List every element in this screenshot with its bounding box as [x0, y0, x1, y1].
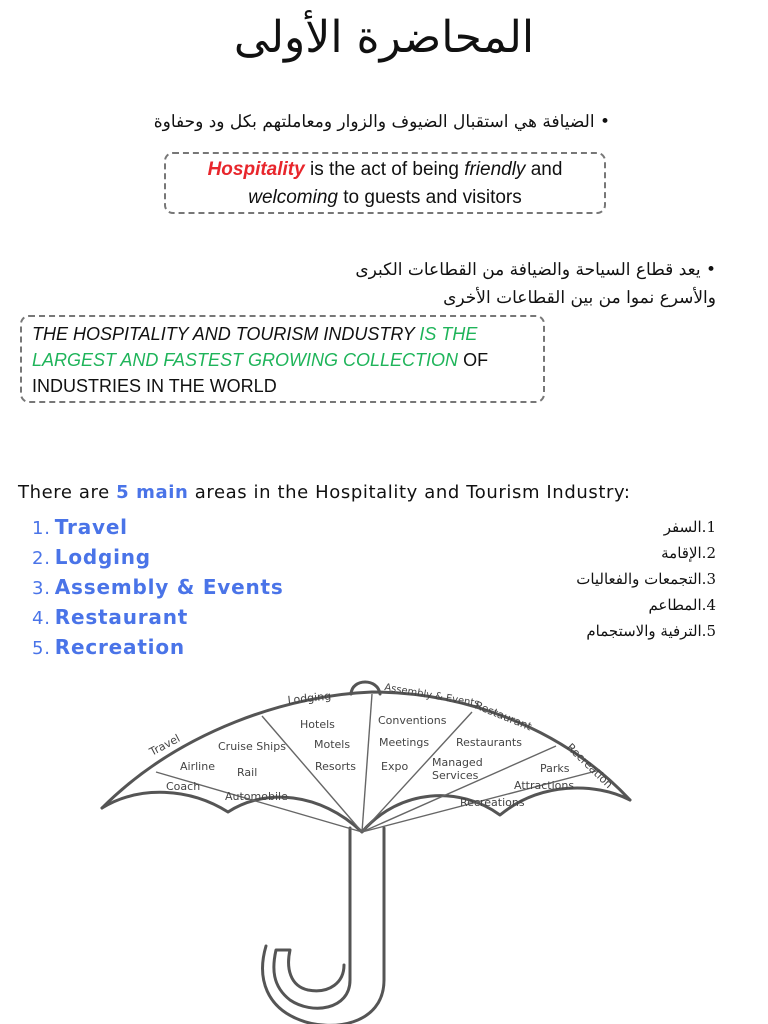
- item-number: 3.: [32, 578, 51, 599]
- hospitality-definition-box: [164, 152, 606, 214]
- list-item: 2.الإقامة: [661, 544, 716, 562]
- item-parks: Parks: [540, 762, 570, 775]
- umbrella-handle-outer: [263, 828, 384, 1024]
- item-motels: Motels: [314, 738, 351, 751]
- bullet-marker: •: [599, 112, 610, 132]
- hospitality-term: Hospitality: [207, 159, 305, 180]
- item-coach: Coach: [166, 780, 201, 793]
- bullet-line2: والأسرع نموا من بين القطاعات الأخرى: [443, 288, 716, 308]
- list-item: 3.التجمعات والفعاليات: [576, 570, 716, 588]
- section-label-restaurant: Restaurant: [472, 698, 534, 734]
- industry-part2: OF INDUSTRIES IN THE WORLD: [32, 350, 489, 396]
- bullet-marker: •: [705, 260, 716, 280]
- item-number: 4.: [32, 608, 51, 629]
- bullet-text: الضيافة هي استقبال الضيوف والزوار ومعاملتهم بكل ود وحفاوة: [153, 112, 595, 132]
- item-label: Restaurant: [54, 605, 189, 629]
- item-number: 5.: [32, 638, 51, 659]
- item-hotels: Hotels: [300, 718, 335, 731]
- list-item: [32, 542, 284, 572]
- areas-list: [32, 512, 284, 662]
- item-airline: Airline: [180, 760, 215, 773]
- item-rail: Rail: [237, 766, 258, 779]
- page-title: المحاضرة الأولى: [233, 12, 535, 63]
- industry-highlight: IS THE LARGEST AND FASTEST GROWING COLLECTION: [32, 324, 478, 370]
- hospitality-umbrella-diagram: [0, 660, 768, 1024]
- list-item: [32, 632, 284, 662]
- item-managed: Managed: [432, 756, 483, 769]
- industry-part1: THE HOSPITALITY AND TOURISM INDUSTRY: [32, 324, 420, 344]
- industry-bullet-arabic: [355, 256, 716, 312]
- definition-part3: to guests and visitors: [338, 187, 522, 208]
- bullet-line1: يعد قطاع السياحة والضيافة من القطاعات الكبرى: [355, 260, 701, 280]
- item-label: Travel: [54, 515, 128, 539]
- industry-statement-box: [20, 315, 545, 403]
- section-label-recreation: Recreation: [563, 740, 616, 792]
- item-services: Services: [432, 769, 479, 782]
- item-number: 1.: [32, 518, 51, 539]
- intro-after: areas in the Hospitality and Tourism Industry:: [188, 482, 631, 503]
- list-item: 4.المطاعم: [648, 596, 716, 614]
- item-meetings: Meetings: [379, 736, 430, 749]
- rib-line: [262, 716, 362, 832]
- item-attractions: Attractions: [514, 779, 575, 792]
- friendly-word: friendly: [464, 159, 526, 180]
- item-number: 2.: [32, 548, 51, 569]
- list-item: [32, 512, 284, 542]
- hospitality-bullet-arabic: [154, 112, 610, 132]
- item-label: Lodging: [54, 545, 151, 569]
- item-recreations: Recreations: [460, 796, 525, 809]
- welcoming-word: welcoming: [248, 187, 338, 208]
- intro-emphasis: 5 main: [116, 482, 189, 503]
- intro-before: There are: [18, 482, 117, 503]
- areas-list-arabic: [576, 514, 716, 644]
- item-label: Recreation: [54, 635, 185, 659]
- areas-intro: [18, 482, 631, 503]
- item-conventions: Conventions: [378, 714, 447, 727]
- section-label-lodging: Lodging: [286, 689, 332, 707]
- list-item: 1.السفر: [663, 518, 716, 536]
- rib-line: [362, 694, 372, 832]
- section-label-travel: Travel: [147, 731, 183, 759]
- section-label-events: Assembly & Events: [383, 682, 481, 710]
- list-item: [32, 602, 284, 632]
- definition-part1: is the act of being: [304, 159, 465, 180]
- item-expo: Expo: [381, 760, 409, 773]
- umbrella-canopy-edge: [102, 788, 630, 832]
- item-resorts: Resorts: [315, 760, 356, 773]
- item-cruise-ships: Cruise Ships: [218, 740, 286, 753]
- list-item: 5.الترفية والاستجمام: [586, 622, 716, 640]
- umbrella-handle: [274, 828, 350, 1008]
- definition-part2: and: [525, 159, 563, 180]
- item-restaurants: Restaurants: [456, 736, 522, 749]
- list-item: [32, 572, 284, 602]
- item-automobile: Automobile: [225, 790, 288, 803]
- item-label: Assembly & Events: [54, 575, 284, 599]
